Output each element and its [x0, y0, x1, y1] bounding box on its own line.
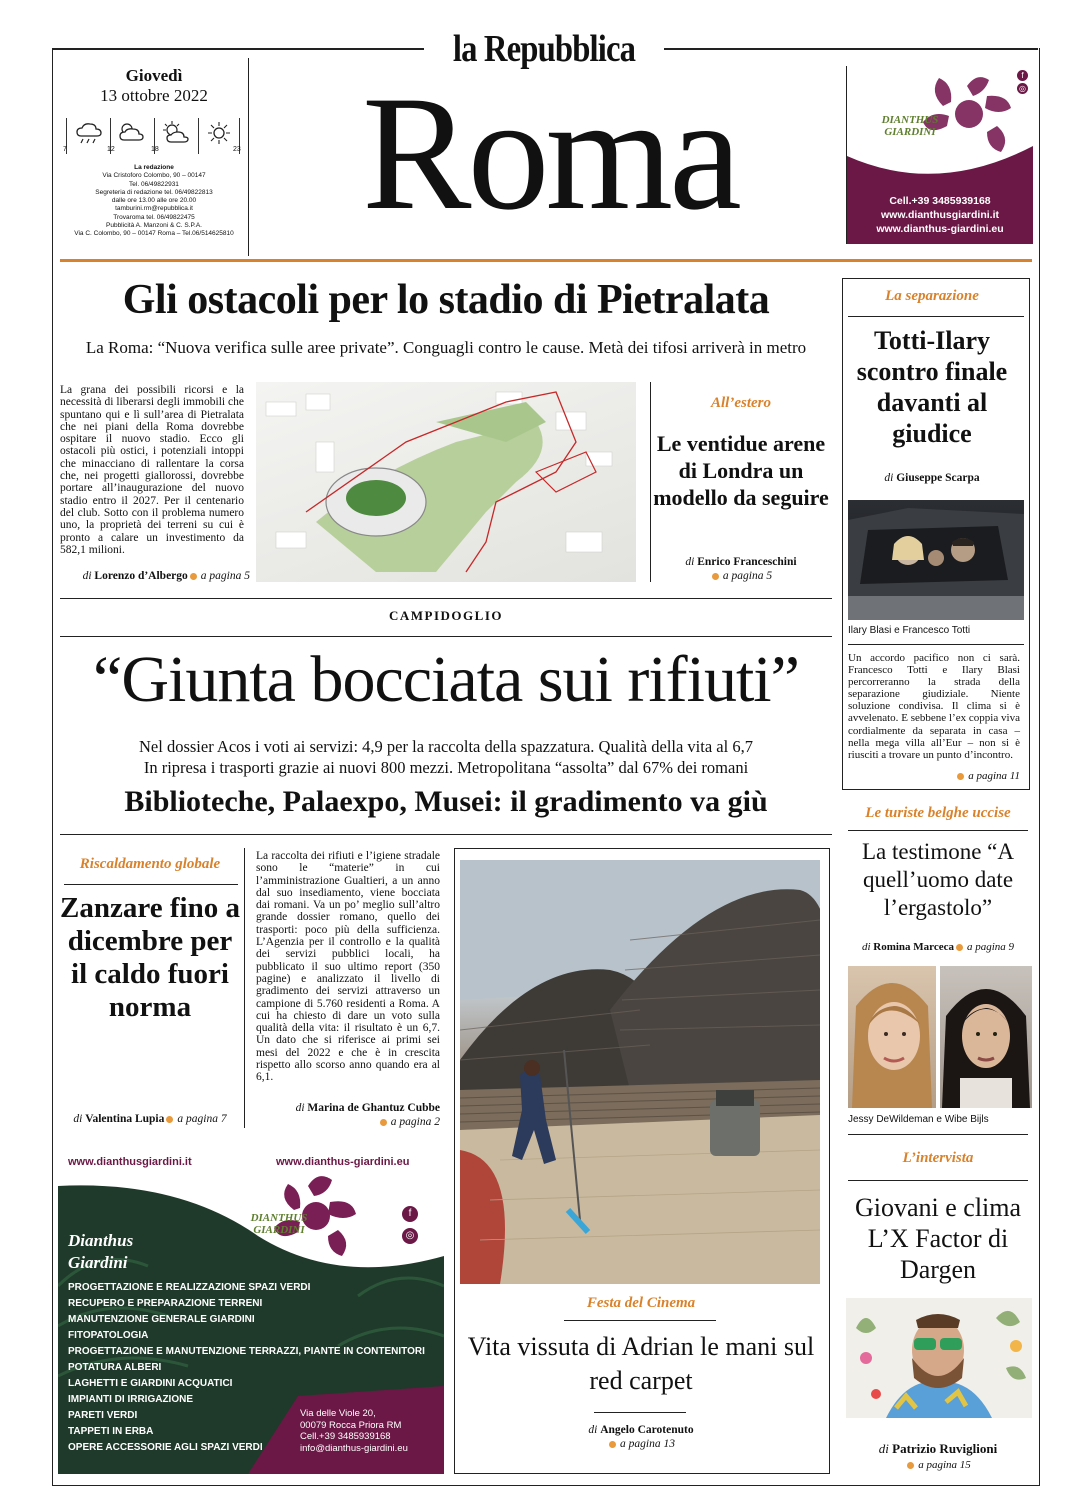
- divider: [848, 644, 1024, 645]
- contact-line: La redazione: [134, 164, 174, 171]
- divider: [60, 636, 832, 637]
- header-divider: [60, 259, 1032, 262]
- bullet-icon: [907, 1462, 914, 1469]
- ad-service-item: POTATURA ALBERI: [68, 1362, 162, 1373]
- byline-name: Marina de Ghantuz Cubbe: [307, 1102, 440, 1114]
- ad-top-contacts: [847, 194, 1033, 236]
- byline-page[interactable]: a pagina 11: [968, 770, 1020, 782]
- temp-label: 23: [233, 146, 241, 153]
- lead-headline[interactable]: Gli ostacoli per lo stadio di Pietralata: [122, 277, 770, 323]
- ad-address-line: 00079 Rocca Priora RM: [300, 1419, 402, 1431]
- ad-service-item: MANUTENZIONE GENERALE GIARDINI: [68, 1314, 255, 1325]
- ad-bottom[interactable]: [58, 1146, 444, 1474]
- estero-kicker: All’estero: [711, 395, 771, 411]
- divider: [60, 834, 832, 835]
- auditorium-photo: [460, 860, 820, 1284]
- ad-site-link[interactable]: www.dianthusgiardini.it: [880, 209, 1000, 221]
- contact-line: Trovaroma tel. 06/49822475: [113, 213, 195, 221]
- byline-di: di: [73, 1113, 83, 1125]
- separazione-kicker: La separazione: [885, 288, 979, 304]
- ad-top-logo: DIANTHUS GIARDINI: [881, 114, 939, 138]
- dateblock: [60, 58, 249, 256]
- lead-body: La grana dei possibili ricorsi e la necessità di liberarsi degli immobili che spuntano qui e lì sull’area di Pietralata che nei piani della Roma dovrebbe ospitare il nuovo stadio. Ecco gli ostacoli più ostici, i potenziali intoppi che minacciano di rallentare la corsa che, nei progetti giallorossi, dovrebbe portare all’inaugurazione del nuovo stadio entro il 2027. Per il centenario del club. Sotto con il problema numero uno, la proprietà dei terreni su cui è pronto a calare un investimento da 582,1 milioni.: [60, 384, 244, 556]
- divider: [848, 1180, 1028, 1181]
- lead-byline: [60, 570, 250, 582]
- facebook-icon[interactable]: f: [1017, 70, 1028, 81]
- estero-byline: [650, 555, 832, 583]
- temp-label: 18: [151, 146, 159, 153]
- byline-di: di: [588, 1424, 598, 1436]
- campidoglio-sub3[interactable]: Biblioteche, Palaexpo, Musei: il gradimento va giù: [124, 785, 768, 818]
- stadium-render-illustration: [256, 382, 636, 582]
- divider: [60, 598, 832, 599]
- ad-name-line: Dianthus: [68, 1231, 134, 1250]
- byline-page[interactable]: a pagina 5: [722, 570, 773, 582]
- bullet-icon: [190, 573, 197, 580]
- wibe-photo: [940, 966, 1032, 1108]
- portrait-illustration: [848, 966, 936, 1108]
- ad-service-item: TAPPETI IN ERBA: [68, 1426, 154, 1437]
- contact-line: tamburini.rm@repubblica.it: [115, 205, 193, 213]
- turiste-caption: Jessy DeWildeman e Wibe Bijls: [848, 1114, 989, 1125]
- turiste-byline: [842, 941, 1034, 953]
- rain-cloud-icon: [73, 120, 105, 146]
- cinema-byline: [454, 1423, 828, 1451]
- campidoglio-sub: In ripresa i trasporti grazie ai nuovi 800 mezzi. Metropolitana “assolta” dal 67% dei romani: [143, 758, 749, 777]
- ad-name-line: Giardini: [68, 1253, 128, 1272]
- separazione-byline: [842, 472, 1022, 484]
- byline-name: Giuseppe Scarpa: [896, 472, 980, 484]
- zanzare-headline[interactable]: Zanzare fino a dicembre per il caldo fuori norma: [60, 892, 240, 1023]
- estero-headline[interactable]: Le ventidue arene di Londra un modello da seguire: [653, 431, 829, 510]
- divider: [564, 1320, 716, 1321]
- ad-service-item: RECUPERO E PREPARAZIONE TERRENI: [68, 1298, 263, 1309]
- byline-name: Valentina Lupia: [85, 1113, 165, 1125]
- byline-di: di: [861, 941, 871, 953]
- byline-page[interactable]: a pagina 9: [967, 941, 1015, 953]
- ad-service-item: LAGHETTI E GIARDINI ACQUATICI: [68, 1378, 233, 1389]
- byline-name: Lorenzo d’Albergo: [94, 570, 188, 582]
- instagram-icon[interactable]: ◎: [1017, 83, 1028, 94]
- sun-cloud-icon: [159, 120, 191, 146]
- campidoglio-byline: [256, 1101, 440, 1129]
- byline-name: Romina Marceca: [873, 941, 954, 953]
- totti-ilary-photo: [848, 500, 1024, 620]
- contact-line: Via C. Colombo, 90 – 00147 Roma – Tel.06/514625810: [74, 230, 234, 238]
- byline-page[interactable]: a pagina 7: [177, 1113, 227, 1125]
- contacts-block: [60, 164, 248, 239]
- ad-service-item: OPERE ACCESSORIE AGLI SPAZI VERDI: [68, 1442, 263, 1453]
- dargen-photo: [846, 1298, 1032, 1418]
- separazione-caption: Ilary Blasi e Francesco Totti: [848, 625, 971, 636]
- date-label: 13 ottobre 2022: [100, 86, 208, 105]
- weather-slot: [107, 118, 151, 154]
- ad-email-link[interactable]: info@dianthus-giardini.eu: [300, 1442, 408, 1454]
- divider: [594, 1412, 686, 1413]
- weather-slot: [151, 118, 195, 154]
- weather-slot: [198, 118, 240, 154]
- stadium-render-image: [256, 382, 636, 582]
- masthead-rule-right: [664, 48, 1038, 50]
- ad-service-item: PROGETTAZIONE E REALIZZAZIONE SPAZI VERDI: [68, 1282, 311, 1293]
- separazione-page: [848, 770, 1020, 782]
- ad-site-link[interactable]: www.dianthus-giardini.eu: [876, 223, 1004, 235]
- separazione-body: Un accordo pacifico non ci sarà. Francesco Totti e Ilary Blasi percorreranno la strada della separazione giudiziale. Niente soluzione condivisa. Il clima si è avvelenato. E sebbene l’ex coppia viva cordialmente da separata in casa – nella mega villa all’Eur – non si è riusciti a trovare un punto d’incontro.: [848, 652, 1020, 761]
- temp-label: 7: [63, 146, 67, 153]
- cinema-kicker: Festa del Cinema: [586, 1295, 696, 1311]
- facebook-icon[interactable]: f: [402, 1206, 418, 1222]
- dargen-illustration: [846, 1298, 1032, 1418]
- zanzare-kicker: Riscaldamento globale: [79, 856, 221, 872]
- bullet-icon: [957, 773, 964, 780]
- masthead-rule-left: [52, 48, 424, 50]
- car-photo-illustration: [848, 500, 1024, 620]
- ad-site-link[interactable]: www.dianthus-giardini.eu: [276, 1156, 410, 1168]
- byline-page[interactable]: a pagina 15: [918, 1459, 971, 1471]
- byline-name: Angelo Carotenuto: [600, 1424, 694, 1436]
- byline-name: Patrizio Ruviglioni: [892, 1441, 998, 1456]
- ad-service-item: PARETI VERDI: [68, 1410, 138, 1421]
- contact-line: Segreteria di redazione tel. 06/49822813: [95, 188, 213, 196]
- divider: [64, 884, 238, 885]
- contact-line: dalle ore 13.00 alle ore 20.00: [111, 197, 197, 205]
- campidoglio-section: CAMPIDOGLIO: [389, 608, 503, 623]
- bullet-icon: [609, 1441, 616, 1448]
- auditorium-photo-illustration: [460, 860, 820, 1284]
- byline-page[interactable]: a pagina 2: [390, 1116, 440, 1128]
- divider: [848, 1134, 1028, 1135]
- cinema-headline[interactable]: Vita vissuta di Adrian le mani sul red carpet: [467, 1332, 815, 1395]
- bullet-icon: [712, 573, 719, 580]
- ad-top[interactable]: [846, 66, 1033, 244]
- instagram-icon[interactable]: ◎: [402, 1228, 418, 1244]
- weather-slot: [63, 118, 107, 154]
- campidoglio-body: La raccolta dei rifiuti e l’igiene stradale sono le “materie” in cui l’amministrazione Gualtieri, a un anno dal suo insediamento, viene bocciata dai romani. Va un po’ meglio sull’altro grande dossier romano, quello dei trasporti: poco più della sufficienza. L’Agenzia per il controllo e la qualità dei servizi pubblici locali, ha pubblicato il suo ultimo report (350 pagine) e analizzato il livello di gradimento dei servizi attraverso un campione di 5.760 residenti a Roma. A cui ha chiesto di dare un voto sulla qualità della vita: il risultato è un 6,7. Un dato che si riferisce ai primi sei mesi del 2022 e che è in crescita rispetto allo scorso anno quando era al 6,1.: [256, 850, 440, 1084]
- campidoglio-sub: Nel dossier Acos i voti ai servizi: 4,9 per la raccolta della spazzatura. Qualità della vita al 6,7: [139, 737, 753, 756]
- edition-title: Roma: [362, 63, 738, 244]
- turiste-headline[interactable]: La testimone “A quell’uomo date l’ergastolo”: [861, 839, 1014, 920]
- zanzare-byline: [60, 1113, 240, 1125]
- divider: [848, 316, 1024, 317]
- temp-label: 12: [107, 146, 115, 153]
- contact-line: Via Cristoforo Colombo, 90 – 00147: [102, 172, 206, 180]
- jessy-photo: [848, 966, 936, 1108]
- turiste-kicker: Le turiste belghe uccise: [865, 805, 1011, 821]
- ad-service-item: FITOPATOLOGIA: [68, 1330, 149, 1341]
- ad-service-item: IMPIANTI DI IRRIGAZIONE: [68, 1394, 193, 1405]
- ad-address-line: Via delle Viole 20,: [300, 1408, 376, 1419]
- byline-di: di: [82, 570, 92, 582]
- weather-strip: [63, 118, 241, 154]
- portrait-illustration: [940, 966, 1032, 1108]
- byline-di: di: [878, 1441, 889, 1456]
- intervista-byline: [842, 1441, 1034, 1473]
- lead-subhead: La Roma: “Nuova verifica sulle aree private”. Conguagli contro le cause. Metà dei tifosi arriverà in metro: [85, 338, 807, 357]
- ad-service-item: PROGETTAZIONE E MANUTENZIONE TERRAZZI, PIANTE IN CONTENITORI: [68, 1346, 425, 1357]
- contact-line: Pubblicità A. Manzoni & C. S.P.A.: [106, 222, 202, 230]
- cloud-icon: [115, 120, 147, 146]
- byline-page[interactable]: a pagina 5: [200, 570, 250, 582]
- byline-name: Enrico Franceschini: [697, 556, 797, 568]
- separazione-headline[interactable]: Totti-Ilary scontro finale davanti al giudice: [856, 326, 1008, 448]
- divider: [848, 830, 1028, 831]
- intervista-headline[interactable]: Giovani e clima L’X Factor di Dargen: [854, 1193, 1022, 1284]
- byline-page[interactable]: a pagina 13: [620, 1438, 675, 1450]
- contact-line: Tel. 06/49822931: [129, 180, 179, 188]
- ad-site-link[interactable]: www.dianthusgiardini.it: [68, 1156, 192, 1168]
- campidoglio-subheads: [60, 736, 832, 778]
- bullet-icon: [956, 944, 963, 951]
- ad-phone: Cell.+39 3485939168: [889, 195, 991, 207]
- ad-bottom-name: [68, 1230, 133, 1274]
- intervista-kicker: L’intervista: [902, 1150, 974, 1166]
- day-label: Giovedì: [125, 66, 183, 85]
- byline-di: di: [295, 1102, 305, 1114]
- bullet-icon: [380, 1119, 387, 1126]
- ad-bottom-logo: DIANTHUS GIARDINI: [250, 1212, 308, 1236]
- sun-icon: [203, 120, 235, 146]
- byline-di: di: [884, 472, 894, 484]
- bullet-icon: [166, 1116, 173, 1123]
- brand-logo: la Repubblica: [452, 28, 636, 70]
- campidoglio-headline[interactable]: “Giunta bocciata sui rifiuti”: [93, 643, 799, 716]
- ad-address: [300, 1408, 408, 1454]
- byline-di: di: [685, 556, 695, 568]
- ad-address-line: Cell.+39 3485939168: [300, 1431, 391, 1442]
